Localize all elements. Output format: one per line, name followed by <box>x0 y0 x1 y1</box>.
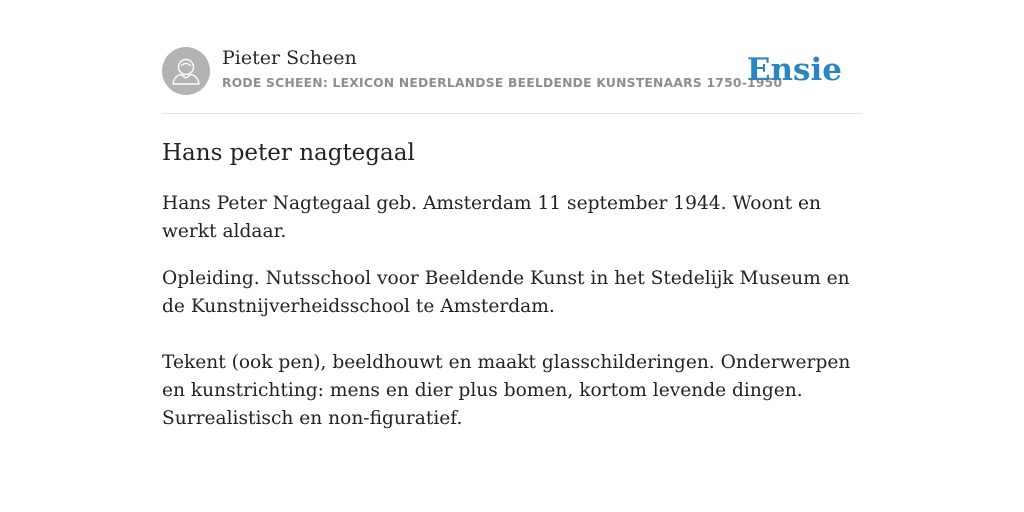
article-card <box>162 0 862 512</box>
article-title: Hans peter nagtegaal <box>162 140 415 166</box>
brand-logo[interactable]: Ensie <box>746 52 842 88</box>
source-label[interactable]: RODE SCHEEN: LEXICON NEDERLANDSE BEELDENDE KUNSTENAARS 1750-1950 <box>222 76 783 90</box>
article-header <box>162 46 862 96</box>
article-paragraph: Opleiding. Nutsschool voor Beeldende Kunst in het Stedelijk Museum en de Kunstnijverheidsschool te Amsterdam. <box>162 268 850 317</box>
article-paragraph: Hans Peter Nagtegaal geb. Amsterdam 11 september 1944. Woont en werkt aldaar. <box>162 193 822 242</box>
header-divider <box>162 113 862 114</box>
user-avatar-icon[interactable] <box>162 47 210 95</box>
author-name[interactable]: Pieter Scheen <box>222 47 357 69</box>
article-paragraph: Tekent (ook pen), beeldhouwt en maakt glasschilderingen. Onderwerpen en kunstrichting: mens en dier plus bomen, kortom levende dingen. Surrealistisch en non-figuratief. <box>162 352 851 429</box>
